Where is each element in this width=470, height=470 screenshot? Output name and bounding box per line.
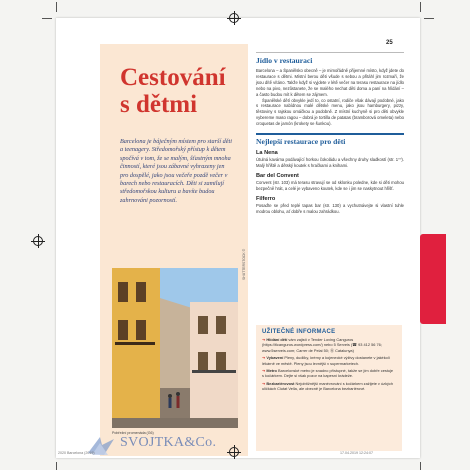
section-rule [256, 133, 404, 135]
section-heading-food: Jídlo v restauraci [256, 56, 313, 65]
info-text: vám zajistí v Tender Loving Canguros (https://tlcanguros.wordpress.com/) nebo 5 Serveis (☎ 93 412 56 76; www.5serveis.com; Carrer de Pelai 50; Ⓜ Catalunya) [262, 337, 382, 353]
arrow-icon: ➔ [262, 355, 267, 361]
info-text: Nejobtížnější manévrování s kočárkem zažijete v úzkých uličkách Ciutat Vella, ale obecně je Barcelona bezbariérové. [262, 380, 394, 392]
info-lead: Bezbariérovost [266, 380, 295, 386]
venue-text: Convent (str. 103) má terasu stravují se od sklonku poledne, kde si děti mohou bezpečně hrát, a celé je vybaveno koutek, kde se i jim se naskytnout hřišť. [256, 179, 404, 191]
section-heading-best: Nejlepší restaurace pro děti [256, 137, 346, 147]
crop-mark [420, 2, 421, 12]
info-heading: UŽITEČNÉ INFORMACE [262, 329, 336, 335]
info-item [262, 355, 396, 366]
info-text: Pleny, dudlíky, krémy a kojenecké výživy dostanete v jakékoli lékárně ve městě. Pleny jsou levnější v supermarketech. [262, 355, 390, 366]
info-box [256, 325, 402, 451]
info-item [262, 368, 396, 379]
print-slug: 17.04.2019 12:24:07 [340, 451, 373, 455]
food-paragraph: Španělské dětí obvykle jedí to, co ostatní, rodiče však dávají podobné, jako s restaurace nabídnou malé dětské menu, jako jsou hamburgery, pizzy, těstoviny s rajskou omáčkou a podobně. Z místní kuchyně si pro děti obvykle vybereme maso ragou – dobrá je tortilla de patatas (bramborová omeleta) nebo croquetas de jamón (krokety se šunkou). [256, 97, 404, 127]
arrow-icon: ➔ [262, 380, 267, 386]
venue-name: La Nena [256, 150, 278, 157]
photo-credit: SHUTTERSTOCK © [242, 248, 246, 280]
info-lead: Vybavení [266, 355, 284, 361]
registration-mark-icon [229, 13, 239, 23]
venue-text: Útulná kavárna podávající horkou čokoládu a všechny druhy sladkostí (str. 1⁰⁰). Malý hřiště a dětský koutek s hračkami a knihami. [256, 157, 404, 168]
photo-illustration [112, 268, 238, 428]
photo-caption: Pobřežní promenáda (G6) [112, 431, 154, 435]
page-title: Cestování s dětmi [120, 64, 226, 118]
feature-panel [100, 44, 248, 456]
arrow-icon: ➔ [262, 337, 267, 342]
crop-mark [424, 18, 434, 19]
print-slug: 2020 Barcelona (2019) [58, 451, 95, 455]
registration-mark-icon [33, 236, 43, 246]
right-column [256, 52, 404, 215]
venue-name: Bar del Convent [256, 172, 299, 179]
watermark-text: SVOJTKA&Co. [120, 435, 217, 450]
street-photo [112, 268, 238, 428]
registration-mark-icon [229, 447, 239, 457]
arrow-icon: ➔ [262, 368, 267, 374]
info-lead: Hlídání dětí [266, 337, 288, 342]
crop-mark [420, 462, 421, 470]
book-page [56, 18, 420, 458]
food-paragraph: Barcelona – a Španělsko obecně – je mimořádně přijemné místo, když jdete do restaurace s dětmi. Místní berou děti všude s sebou a přitáhl jim rozmaři, že jsou dítě vítáno. Takže když si vyjdete v létě večer na terasu restaurace na jídlo nebo na pivo, nezůstanete, že se malého nechat děti doma a paní na hlídání – a často budou mít k dětem se zájmem. [256, 68, 404, 97]
publisher-logo-icon [86, 433, 116, 459]
info-list [262, 337, 396, 392]
info-item [262, 337, 396, 353]
section-rule [256, 52, 404, 53]
page-number: 25 [386, 40, 393, 46]
info-lead: Metro [266, 368, 277, 374]
intro-text: Barcelona je báječným místem pro starší děti a teenagery. Středomořský přístup k dětem spočívá v tom, že se malým, šťastným mnoha činností, které jsou zábavné vyhrazeny jen pro dospělé, jako jsou večeře pozdě večer v barech nebo restauracích. Děti si zamilují středomořskou kulturu a bavíte budou zahrnováni pozorností. [120, 138, 232, 204]
info-item [262, 381, 396, 392]
crop-mark [56, 462, 57, 470]
watermark [86, 433, 226, 459]
venue-name: Filferro [256, 195, 276, 202]
venue-text: Posaďte se před teplé tapas bar (str. 130) a vychutnávejte si vlastní tuhle modrou oblohu, ať dobře s malou zahrádkou. [256, 202, 404, 214]
chapter-tab [420, 234, 446, 324]
crop-mark [56, 2, 57, 12]
crop-mark [42, 18, 52, 19]
info-text: Barcelonské metro je snadno přístupné, takže se jím dobře cestuje s kočárkem. Dejte si však pozor na kapesní krádeže. [262, 368, 394, 379]
